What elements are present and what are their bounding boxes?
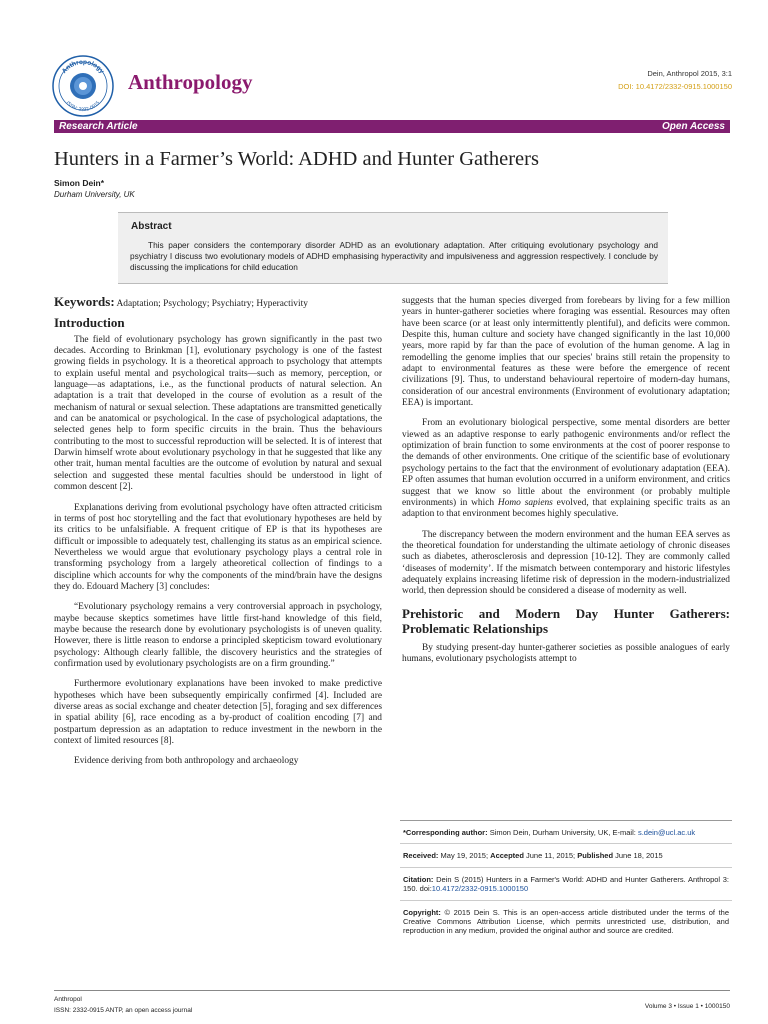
accepted-date: June 11, 2015;: [526, 851, 576, 861]
research-article-label: Research Article: [59, 121, 138, 132]
citation-label: Citation:: [403, 874, 434, 884]
email-link[interactable]: s.dein@ucl.ac.uk: [637, 828, 696, 837]
citation-block: [400, 868, 732, 894]
introduction-heading: Introduction: [54, 315, 125, 331]
published-date: June 18, 2015: [615, 851, 663, 861]
abstract-heading: Abstract: [131, 221, 172, 232]
published-label: Published: [577, 851, 614, 861]
abstract-text: This paper considers the contemporary disorder ADHD as an evolutionary adaptation. After critiquing evolutionary psychology and psychiatry I discuss two evolutionary models of ADHD emphasising hyperactivity and impulsiveness and aggression respectively. I conclude by discussing the implications for child education: [130, 240, 658, 273]
open-access-label: Open Access: [662, 121, 725, 132]
block-quote: “Evolutionary psychology remains a very controversial approach in psychology, maybe because skeptics sometimes have little first-hand knowledge of this field, maybe because the research done by evolutionary psychologists is of uneven quality. However, there is little reason to endorse a principled skepticism toward evolutionary psychology: Although clearly fallible, the discovery heuristics and the strategies of confirmation used by evolutionary psychologists are on a firm grounding.”: [54, 602, 382, 669]
logo-text-bottom: ISSN: 2332-0915: [64, 100, 102, 114]
journal-name: Anthropology: [128, 70, 253, 94]
species-name: Homo sapiens: [497, 497, 553, 508]
received-date: May 19, 2015;: [440, 851, 489, 861]
body-paragraph: suggests that the human species diverged from forebears by living for a few million years in hunter-gatherer societies where foraging was essential. Resources may often have been scarce (or at least only intermittently plentiful), and deficits were common. Despite this, human culture and society have changed significantly in the last 10,000 years, more rapid by far than the pace of evolution of the human genome. A lag in remodelling the genome implies that our species' brains still retain the propensity to adapt to environmental features as these were before the emergence of recent civilizations [9]. Thus, to understand behavioural repertoire of modern-day humans, consideration of our ancestral environments (Environment of evolutionary adaptation; EEA) is important.: [402, 296, 730, 409]
author-name: Simon Dein*: [54, 178, 105, 188]
corresponding-label: *Corresponding author:: [403, 828, 488, 837]
body-paragraph: [402, 418, 730, 520]
paragraph-text: evolved, that explaining specific traits as an adaption to that environment becomes highly speculative.: [402, 497, 731, 520]
copyright-label: Copyright:: [403, 907, 441, 917]
journal-logo: [52, 55, 114, 117]
body-paragraph: By studying present-day hunter-gatherer societies as possible analogues of early humans, evolutionary psychologists attempt to: [402, 642, 730, 664]
citation-text: Dein S (2015) Hunters in a Farmer's World: ADHD and Hunter Gatherers. Anthropol 3: 150. doi:: [403, 874, 729, 894]
intro-paragraph: The field of evolutionary psychology has grown significantly in the past two decades. According to Brinkman [1], evolutionary psychology is one of the fastest growing fields in psychology. It is a theoretical approach to psychology that attempts to explain useful mental and psychological traits—such as memory, perception, or language—as adaptations, i.e., as the functional products of natural selection. An adaptation is a trait that developed in the course of evolution as a result of the mechanism of natural or sexual selection. These adaptations are transmitted genetically and can be anatomical or psychological. In the case of psychological adaptations, the selected genes help to form specific circuits in the brain. Thus the behaviours contributing to the most to successful reproduction will be selected. It is of interest that Darwin himself wrote about evolutionary psychology in that he suggested that like any other trait, human mental faculties are the outcome of evolution by natural and sexual selection and suggested these mental faculties should be understood in light of common descent [2].: [54, 334, 382, 493]
keywords: [54, 296, 382, 310]
intro-paragraph: Explanations deriving from evolutional psychology have often attracted criticism in terms of post hoc storytelling and the fact that evolutionary hypotheses are held by its critics to be unfalsifiable. A frequent critique of EP is that its hypotheses are difficult or impossible to adequately test, challenging its status as an empirical science. Nevertheless we would argue that evolutionary psychology plays a central role in transforming psychology from a largely atheoretical collection of findings to a discipline which accounts for why the components of the mind/brain have the designs they do. Edouard Machery [3] concludes:: [54, 502, 382, 592]
copyright-block: [400, 901, 732, 936]
keywords-label: Keywords:: [54, 294, 115, 309]
intro-paragraph: Evidence deriving from both anthropology and archaeology: [74, 756, 299, 767]
corresponding-author: [400, 821, 732, 837]
accepted-label: Accepted: [490, 851, 524, 861]
footer-journal: Anthropol: [54, 996, 82, 1003]
footer-divider: [54, 990, 730, 991]
citation-header: Dein, Anthropol 2015, 3:1: [647, 69, 732, 78]
right-column: [402, 296, 730, 665]
citation-doi-link[interactable]: 10.4172/2332-0915.1000150: [431, 884, 529, 894]
keywords-list: Adaptation; Psychology; Psychiatry; Hyperactivity: [116, 299, 308, 309]
paragraph-text: From an evolutionary biological perspective, some mental disorders are better viewed as an adaptive response to early pathogenic environments and/or reflect the optimization of brain function to some environments at the cost of poorer response to the demands of other environments. One critique of the scientific base of evolutionary psychology pertains to the fact that the environment of evolutionary adaptation (EEA). EP often assumes that human evolution occurred in a uniform environment, and critics suggest that we know so little about the environment (or probably multiple environments) in which: [402, 418, 730, 508]
author-affiliation: Durham University, UK: [54, 190, 135, 199]
dates: [400, 844, 732, 860]
footer-issn: ISSN: 2332-0915 ANTP, an open access journal: [54, 1007, 193, 1014]
doi-header[interactable]: DOI: 10.4172/2332-0915.1000150: [618, 82, 732, 91]
section-heading: Prehistoric and Modern Day Hunter Gatherers: Problematic Relationships: [402, 605, 730, 636]
received-label: Received:: [403, 851, 439, 861]
article-title: Hunters in a Farmer’s World: ADHD and Hunter Gatherers: [54, 148, 539, 170]
footer-volume: Volume 3 • Issue 1 • 1000150: [644, 1003, 730, 1010]
corresponding-text: Simon Dein, Durham University, UK, E-mail:: [489, 828, 636, 837]
correspondence-box: [400, 820, 732, 936]
body-paragraph: The discrepancy between the modern environment and the human EEA serves as the theoretical foundation for understanding the ultimate aetiology of chronic diseases such as diabetes, atherosclerosis and depression [10-12]. They are commonly called ‘diseases of modernity’. If the mismatch between contemporary and historic lifestyles adequately explains increasing lifetime risk of depression in the modern-industrialized world, then depression should be considered a disease of modernity as well.: [402, 529, 730, 597]
intro-paragraph: Furthermore evolutionary explanations have been invoked to make predictive hypotheses which have been subsequently empirically confirmed [4]. Included are diverse areas as social exchange and cheater detection [5], foraging and sex differences in spatial ability [6], race encoding as a by-product of coalition encoding [7] and postpartum depression as an adaptation to reduce investment in the newborn in the context of limited resources [8].: [54, 679, 382, 747]
article-type-banner: [54, 120, 730, 133]
abstract-box: [118, 212, 668, 284]
left-column: [54, 296, 382, 768]
logo-text-top: Anthropology: [60, 58, 106, 75]
copyright-text: © 2015 Dein S. This is an open-access article distributed under the terms of the Creative Commons Attribution License, which permits unrestricted use, distribution, and reproduction in any medium, provided the original author and source are credited.: [403, 907, 729, 936]
